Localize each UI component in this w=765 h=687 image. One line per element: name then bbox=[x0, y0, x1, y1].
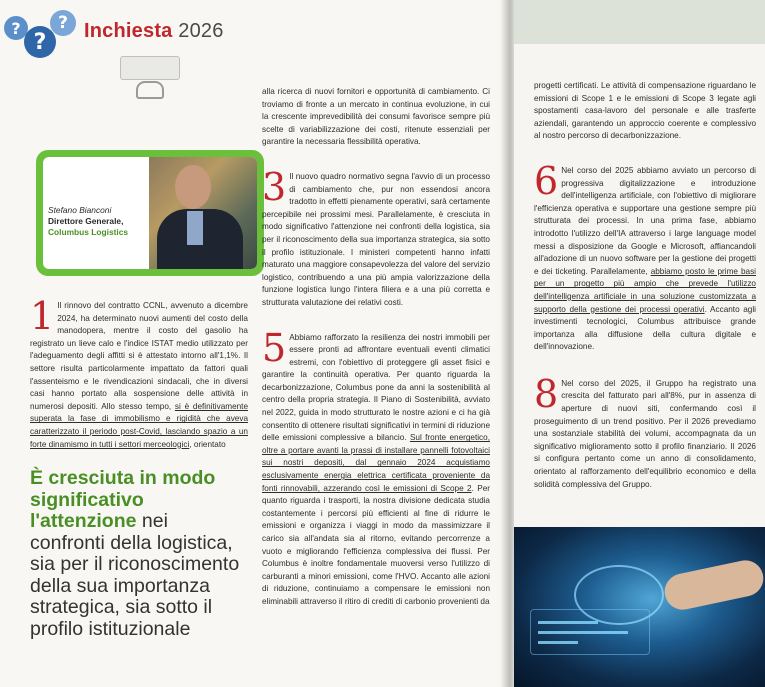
pull-quote-text: nei confronti della logistica, sia per il riconoscimento della sua importanza strategica, sia sotto il profilo istituzionale bbox=[30, 510, 240, 640]
portrait-shirt bbox=[187, 211, 203, 245]
answer-number: 5 bbox=[262, 325, 287, 370]
answer-5-continued: progetti certificati. Le attività di compensazione riguardano le emissioni di Scope 1 e le emissioni di Scope 3 legate agli spostamenti casa-lavoro del personale e alle trasferte aziendali, garantendo un approccio coerente e complessivo al nostro percorso di decarbonizzazione. bbox=[534, 81, 756, 141]
answer-text: Abbiamo rafforzato la resilienza dei nostri immobili per essere pronti ad affrontare eventuali eventi climatici estremi, con l'obiettivo di proteggere gli asset fisici e garantire la continuità operativa. Per quanto riguarda la decarbonizzazione, Columbus pone da anni la sostenibilità al centro della propria strategia. Il Piano di Sostenibilità, avviato nel 2022, guida in modo strutturato le nostre azioni e ci ha già consentito di ottenere risultati significativi in termini di riduzione delle emissioni complessive a bilancio. bbox=[262, 332, 490, 443]
answer-number: 6 bbox=[534, 158, 559, 203]
answer-text-tail: . Per quanto riguarda i trasporti, la nostra divisione dedicata studia costantemente i percorsi più efficienti al fine di ridurre le emissioni e organizza i viaggi in modo da massimizzare il carico sia all'andata sia al ritorno, evitando percorrenze a vuoto e migliorando l'efficienza complessiva dei flussi. Per Columbus è inoltre fondamentale muoversi verso l'utilizzo di carburanti a minori emissioni, come l'HVO. Accanto alle azioni di riduzione, continuiamo a compensare le emissioni non eliminabili attraverso il ritiro di crediti di carbonio provenienti da bbox=[262, 483, 490, 606]
portrait-photo bbox=[149, 157, 257, 269]
answer-highlight: Sul fronte energetico, oltre a portare avanti la prassi di installare pannelli fotovoltaici sui nostri depositi, dal gennaio 2024 acquistiamo esclusivamente energia elettrica certificata proveniente da fonti rinnovabili, azzerando così le emissioni di Scope 2 bbox=[262, 433, 490, 493]
answer-text-tail: . Accanto agli investimenti tecnologici, Columbus attribuisce grande importanza alla diffusione della cultura digitale e dell'innovazione. bbox=[534, 304, 756, 352]
hologram-bar bbox=[538, 631, 628, 634]
column-2 bbox=[262, 86, 490, 615]
digital-tech-photo bbox=[514, 527, 765, 687]
pull-quote-highlight: È cresciuta in modo significativo l'attenzione bbox=[30, 467, 216, 532]
question-mark-icon: ? bbox=[24, 26, 56, 58]
answer-3 bbox=[262, 164, 490, 310]
column-3 bbox=[534, 80, 756, 497]
pull-quote bbox=[30, 468, 246, 640]
answer-text: Il rinnovo del contratto CCNL, avvenuto a dicembre 2024, ha determinato nuovi aumenti del costo della manodopera, mentre il costo del gasolio ha registrato un lieve calo e l'indice ISTAT medio utilizzato per l'adeguamento degli affitti si è attestato intorno all'1,1%. Il settore risulta particolarmente impattato da fattori quali l'assenteismo e le rivendicazioni sindacali, che in diversi casi hanno portato alla sospensione delle attività in numerosi depositi. Allo stesso tempo, bbox=[30, 301, 248, 411]
section-heading bbox=[84, 20, 224, 43]
answer-5 bbox=[262, 325, 490, 609]
badge-clip-loop bbox=[136, 81, 164, 99]
question-mark-icon: ? bbox=[4, 16, 28, 40]
answer-6 bbox=[534, 158, 756, 354]
answer-text: Il nuovo quadro normativo segna l'avvio di un processo di cambiamento che, pur non essendosi ancora tradotto in effetti pienamente operativi, sarà certamente percepibile nei prossimi mesi. Parallelamente, è cresciuta in modo significativo l'attenzione nei confronti della logistica, sia per il riconoscimento della sua importanza strategica, sia sotto il profilo istituzionale. I ministeri competenti hanno infatti maturato una maggiore consapevolezza del valore del servizio logistico, contribuendo a una più ampia valorizzazione della funzione logistica lungo l'intera filiera e a una più corretta e strutturata valutazione dei relativi costi. bbox=[262, 171, 490, 307]
question-mark-icon: ? bbox=[50, 10, 76, 36]
answer-text: Nel corso del 2025 abbiamo avviato un percorso di progressiva digitalizzazione e introduzione dell'intelligenza artificiale, con l'obiettivo di migliorare l'efficienza operativa e supportare una gestione sempre più strutturata dei processi. In una prima fase, abbiamo introdotto l'utilizzo dell'IA attraverso i large language model messi a disposizione da Google e Microsoft, affiancandoli all'adozione di un nuovo software per la gestione dei progetti e dei ticketing. Parallelamente, bbox=[534, 165, 756, 276]
column-1 bbox=[30, 294, 248, 457]
section-year: 2026 bbox=[178, 20, 224, 42]
answer-text: Nel corso del 2025, il Gruppo ha registrato una crescita del fatturato pari all'8%, pur in assenza di aperture di nuovi siti, confermando così il proseguimento di un trend positivo. Per il 2026 prevediamo una sostanziale stabilità dei volumi, accompagnata da un significativo miglioramento sotto il profilo finanziario. Il 2026 si configura pertanto come un anno di consolidamento, orientato al rafforzamento dell'equilibrio economico e della solidità complessiva del Gruppo. bbox=[534, 378, 756, 489]
answer-8 bbox=[534, 371, 756, 491]
section-kicker: Inchiesta bbox=[84, 20, 173, 42]
question-bubbles-icon bbox=[4, 8, 82, 66]
badge-clip bbox=[120, 56, 180, 80]
portrait-head bbox=[175, 165, 211, 209]
answer-highlight: si è definitivamente superata la fase di immobilismo e rigidità che aveva caratterizzato il periodo post-Covid, lasciando spazio a un forte dinamismo in tutti i settori merceologici bbox=[30, 401, 248, 449]
interviewee-role: Direttore Generale, bbox=[48, 216, 124, 226]
right-page-top-band bbox=[514, 0, 765, 44]
answer-number: 3 bbox=[262, 164, 287, 209]
interviewee-company: Columbus Logistics bbox=[48, 227, 129, 237]
hologram-bar bbox=[538, 621, 598, 624]
badge-caption bbox=[48, 205, 128, 238]
answer-1 bbox=[30, 294, 248, 451]
answer-number: 1 bbox=[30, 294, 55, 338]
answer-text-tail: , orientato bbox=[189, 439, 226, 449]
hologram-bar bbox=[538, 641, 578, 644]
hand-image bbox=[661, 557, 765, 613]
answer-2-continued: alla ricerca di nuovi fornitori e opportunità di cambiamento. Ci troviamo di fronte a un mercato in continua evoluzione, in cui la crescente imprevedibilità dei consumi favorisce sempre più scelte di variabilizzazione dei costi, ritenute essenziali per garantire la necessaria flessibilità operativa. bbox=[262, 87, 490, 147]
interviewee-name: Stefano Bianconi bbox=[48, 205, 112, 215]
answer-highlight: abbiamo posto le prime basi per un progetto più ampio che prevede l'utilizzo dell'intelligenza artificiale in una soluzione customizzata a supporto della gestione dei processi operativi bbox=[534, 266, 756, 314]
answer-number: 8 bbox=[534, 371, 559, 416]
id-badge-card bbox=[43, 157, 257, 269]
